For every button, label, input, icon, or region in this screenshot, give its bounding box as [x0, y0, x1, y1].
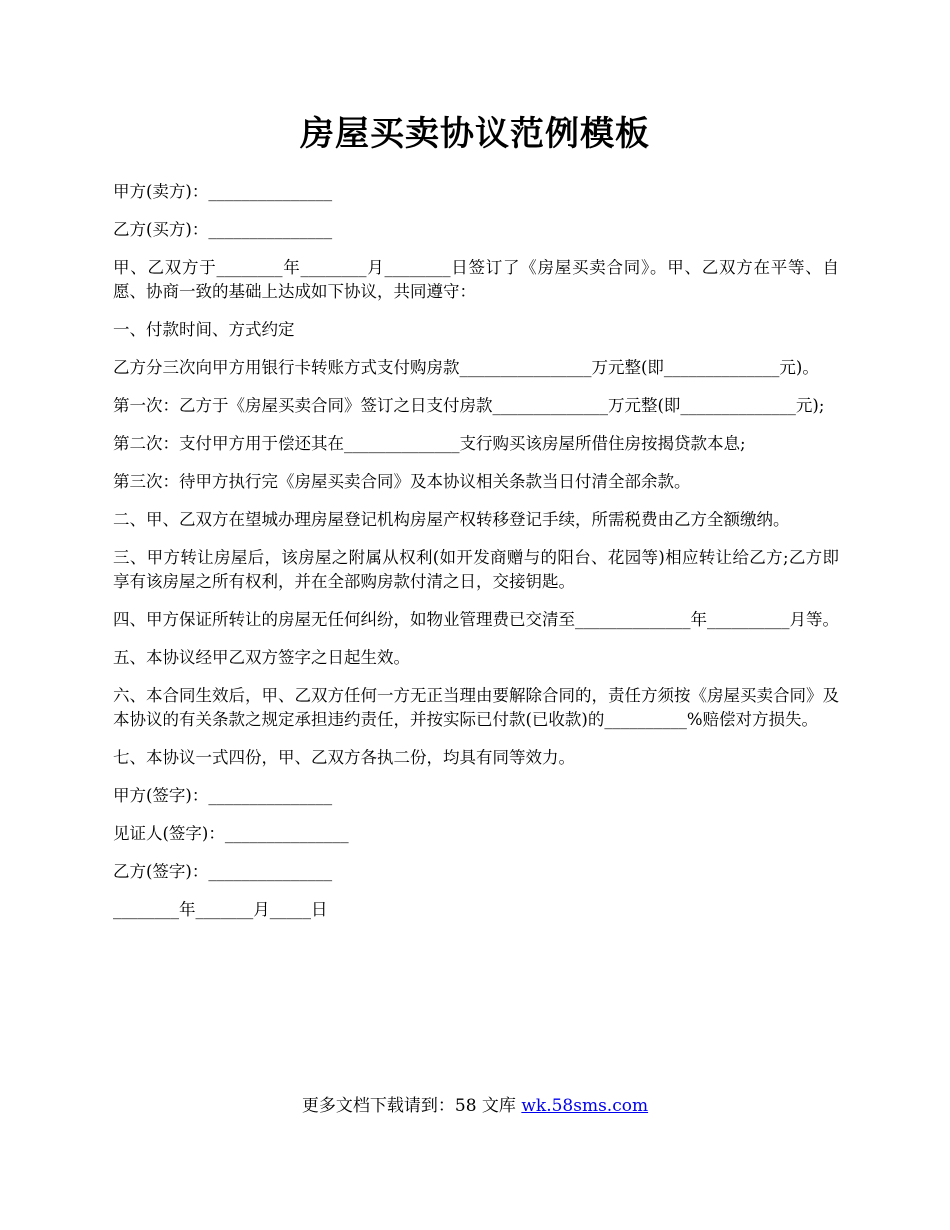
clause-6-paragraph: 六、本合同生效后，甲、乙双方任何一方无正当理由要解除合同的，责任方须按《房屋买卖合同》及本协议的有关条款之规定承担违约责任，并按实际已付款(已收款)的__________%赔偿对方损失。: [113, 686, 839, 729]
clause-3-paragraph: 三、甲方转让房屋后，该房屋之附属从权利(如开发商赠与的阳台、花园等)相应转让给乙方;乙方即享有该房屋之所有权利，并在全部购房款付清之日，交接钥匙。: [113, 548, 839, 591]
document-body: [113, 180, 839, 936]
preamble-paragraph: 甲、乙双方于________年________月________日签订了《房屋买卖合同》。甲、乙双方在平等、自愿、协商一致的基础上达成如下协议，共同遵守：: [113, 258, 839, 301]
party-b-signature-line: 乙方(签字)：_______________: [113, 862, 333, 881]
witness-signature-line: 见证人(签字)：_______________: [113, 824, 349, 843]
footer-link[interactable]: wk.58sms.com: [521, 1096, 649, 1116]
clause-5-paragraph: 五、本协议经甲乙双方签字之日起生效。: [113, 648, 410, 667]
document-title: 房屋买卖协议范例模板: [300, 114, 650, 154]
clause-4-paragraph: 四、甲方保证所转让的房屋无任何纠纷，如物业管理费已交清至______________年__________月等。: [113, 610, 839, 629]
footer-text: 更多文档下载请到：58 文库: [301, 1096, 522, 1116]
payment-third-paragraph: 第三次：待甲方执行完《房屋买卖合同》及本协议相关条款当日付清全部余款。: [113, 472, 691, 491]
party-a-seller-line: 甲方(卖方)：_______________: [113, 182, 333, 201]
payment-first-paragraph: 第一次：乙方于《房屋买卖合同》签订之日支付房款______________万元整(即______________元);: [113, 396, 825, 415]
clause-2-paragraph: 二、甲、乙双方在望城办理房屋登记机构房屋产权转移登记手续，所需税费由乙方全额缴纳。: [113, 510, 790, 529]
party-b-buyer-line: 乙方(买方)：_______________: [113, 220, 333, 239]
payment-method-paragraph: 乙方分三次向甲方用银行卡转账方式支付购房款________________万元整(即______________元)。: [113, 358, 819, 377]
party-a-signature-line: 甲方(签字)：_______________: [113, 786, 333, 805]
payment-second-paragraph: 第二次：支付甲方用于偿还其在______________支行购买该房屋所借住房按揭贷款本息;: [113, 434, 746, 453]
date-line: ________年_______月_____日: [113, 900, 328, 919]
footer: [0, 1094, 950, 1118]
clause-7-paragraph: 七、本协议一式四份，甲、乙双方各执二份，均具有同等效力。: [113, 748, 575, 767]
clause-1-heading: 一、付款时间、方式约定: [113, 320, 295, 339]
